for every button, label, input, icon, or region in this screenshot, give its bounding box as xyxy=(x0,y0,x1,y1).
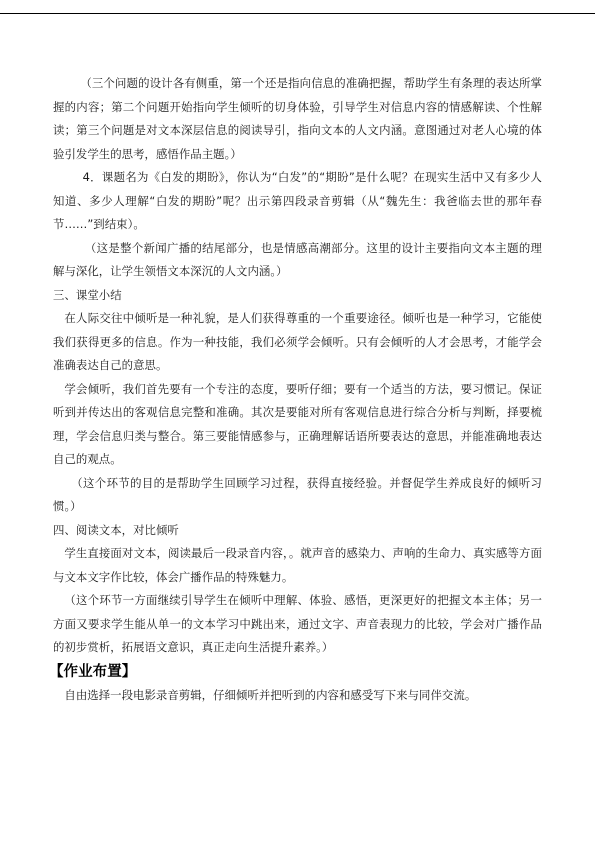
paragraph-ending-note: （这是整个新闻广播的结尾部分，也是情感高潮部分。这里的设计主要指向文本主题的理解与深化，让学生领悟文本深沉的人文内涵。） xyxy=(53,240,542,278)
paragraph-summary-note: （这个环节的目的是帮助学生回顾学习过程，获得直接经验。并督促学生养成良好的倾听习惯。） xyxy=(53,475,542,513)
paragraph-question-4: 4．课题名为《白发的期盼》，你认为“白发”的“期盼”是什么呢？在现实生活中又有多少人知道、多少人理解“白发的期盼”呢？出示第四段录音剪辑（从“魏先生：我爸临去世的那年春节……”到结束）。 xyxy=(53,170,542,231)
section-heading-summary: 三、课堂小结 xyxy=(53,287,122,302)
header-rule xyxy=(0,13,595,14)
paragraph-reading-note: （这个环节一方面继续引导学生在倾听中理解、体验、感悟，更深更好的把握文本主体；另一方面又要求学生能从单一的文本学习中跳出来，通过文字、声音表现力的比较，学会对广播作品的初步赏析，拓展语文意识，真正走向生活提升素养。） xyxy=(53,593,542,654)
homework-title: 【作业布置】 xyxy=(49,663,137,680)
document-body xyxy=(49,72,542,707)
paragraph-summary-1: 在人际交往中倾听是一种礼貌，是人们获得尊重的一个重要途径。倾听也是一种学习，它能使我们获得更多的信息。作为一种技能，我们必须学会倾听。只有会倾听的人才会思考，才能学会准确表达自己的意思。 xyxy=(53,311,542,372)
section-heading-reading: 四、阅读文本，对比倾听 xyxy=(53,522,179,537)
homework-text: 自由选择一段电影录音剪辑，仔细倾听并把听到的内容和感受写下来与同伴交流。 xyxy=(64,687,477,702)
paragraph-question-design-note: （三个问题的设计各有侧重，第一个还是指向信息的准确把握，帮助学生有条理的表达所掌握的内容；第二个问题开始指向学生倾听的切身体验，引导学生对信息内容的情感解读、个性解读；第三个问题是对文本深层信息的阅读导引，指向文本的人文内涵。意图通过对老人心境的体验引发学生的思考，感悟作品主题。） xyxy=(53,76,542,161)
paragraph-reading-1: 学生直接面对文本，阅读最后一段录音内容，。就声音的感染力、声响的生命力、真实感等方面与文本文字作比较，体会广播作品的特殊魅力。 xyxy=(53,546,542,584)
paragraph-summary-2: 学会倾听，我们首先要有一个专注的态度，要听仔细；要有一个适当的方法，要习惯记。保证听到并传达出的客观信息完整和准确。其次是要能对所有客观信息进行综合分析与判断，择要梳理，学会信息归类与整合。第三要能情感参与，正确理解话语所要表达的意思，并能准确地表达自己的观点。 xyxy=(53,381,542,466)
